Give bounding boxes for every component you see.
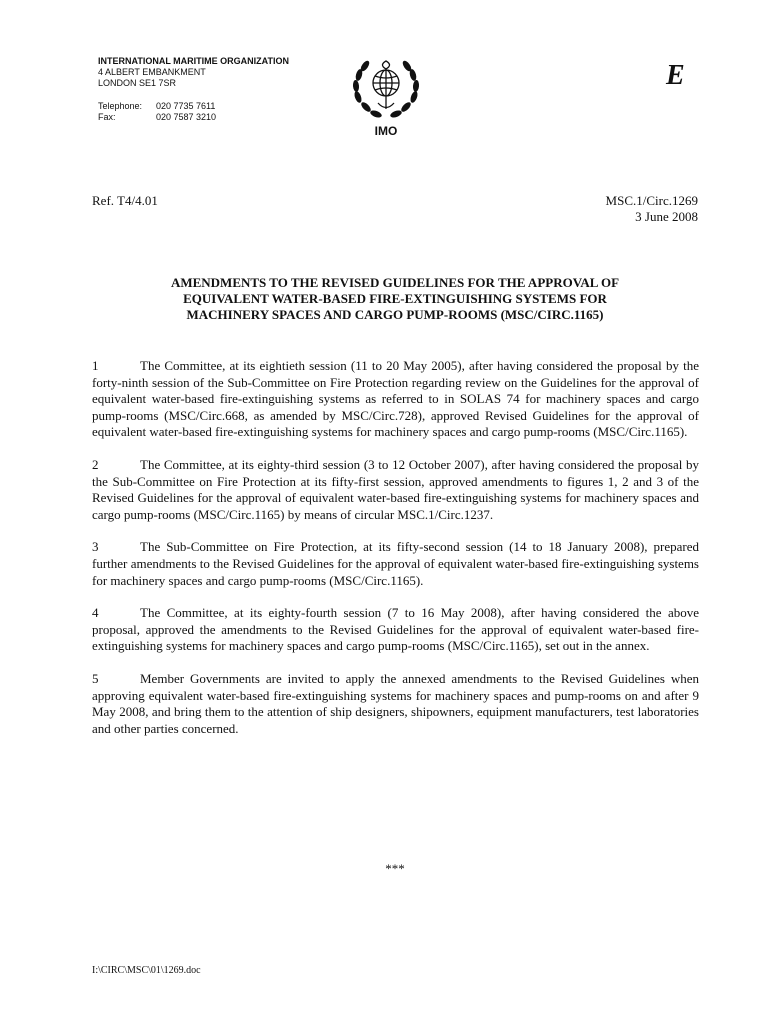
paragraph (92, 605, 699, 655)
paragraph-text: The Committee, at its eighty-fourth session (7 to 16 May 2008), after having considered the above proposal, approved the amendments to the Revised Guidelines for the approval of equivalent water-based fire-extinguishing systems for machinery spaces and cargo pump-rooms (MSC/Circ.1165), set out in the annex. (92, 605, 699, 654)
paragraph (92, 457, 699, 523)
paragraph (92, 358, 699, 441)
telephone-row (98, 101, 289, 112)
paragraph-number: 4 (92, 605, 99, 621)
file-path-footer: I:\CIRC\MSC\01\1269.doc (92, 965, 201, 976)
fax-label: Fax: (98, 112, 116, 122)
org-name: INTERNATIONAL MARITIME ORGANIZATION (98, 56, 289, 66)
paragraph-number: 3 (92, 539, 99, 555)
fax-row (98, 112, 289, 123)
title-line: AMENDMENTS TO THE REVISED GUIDELINES FOR THE APPROVAL OF (170, 275, 620, 290)
paragraph-text: The Committee, at its eighty-third session (3 to 12 October 2007), after having considered the proposal by the Sub-Committee on Fire Protection at its fifty-first session, approved amendments to figures 1, 2 and 3 of the Revised Guidelines for the approval of equivalent water-based fire-extinguishing systems for machinery spaces and cargo pump-rooms (MSC/Circ.1165) by means of circular MSC.1/Circ.1237. (92, 456, 699, 522)
circular-block (606, 193, 698, 225)
telephone-label: Telephone: (98, 101, 143, 111)
paragraph-text: Member Governments are invited to apply the annexed amendments to the Revised Guidelines when approving equivalent water-based fire-extinguishing systems for machinery spaces and pump-rooms on and after 9 May 2008, and bring them to the attention of ship designers, shipowners, equipment manufacturers, test laboratories and other parties concerned. (92, 670, 699, 736)
imo-label: IMO (374, 124, 398, 138)
fax-value: 020 7587 3210 (156, 112, 217, 122)
paragraph-number: 1 (92, 358, 99, 373)
org-block (98, 56, 289, 123)
paragraph-number: 5 (92, 670, 99, 686)
language-code: E (666, 60, 685, 91)
paragraph-text: The Committee, at its eightieth session (11 to 20 May 2005), after having considered the proposal by the forty-ninth session of the Sub-Committee on Fire Protection regarding review on the Guidelines for the approval of equivalent water-based fire-extinguishing systems as referred to in SOLAS 74 for machinery spaces and cargo pump-rooms (MSC/Circ.668, as amended by MSC/Circ.728), approved Revised Guidelines for the approval of equivalent water-based fire-extinguishing systems for machinery spaces and cargo pump-rooms (MSC/Circ.1165). (92, 358, 699, 440)
circular-date: 3 June 2008 (635, 209, 698, 224)
title-line: EQUIVALENT WATER-BASED FIRE-EXTINGUISHING SYSTEMS FOR (183, 291, 607, 306)
document-title (92, 275, 698, 323)
section-separator: *** (385, 861, 405, 876)
paragraph-number: 2 (92, 456, 99, 472)
circular-number: MSC.1/Circ.1269 (605, 193, 698, 208)
telephone-value: 020 7735 7611 (156, 101, 216, 111)
paragraph (92, 539, 699, 589)
document-body (92, 358, 699, 753)
title-line: MACHINERY SPACES AND CARGO PUMP-ROOMS (MSC/CIRC.1165) (186, 307, 604, 322)
imo-emblem-icon (348, 57, 424, 125)
paragraph-text: The Sub-Committee on Fire Protection, at its fifty-second session (14 to 18 January 2008), prepared further amendments to the Revised Guidelines for the approval of equivalent water-based fire-extinguishing systems for machinery spaces and cargo pump-rooms (MSC/Circ.1165). (92, 539, 699, 588)
address-line: 4 ALBERT EMBANKMENT (98, 67, 206, 77)
paragraph (92, 671, 699, 737)
address-line: LONDON SE1 7SR (98, 78, 177, 88)
reference-number: Ref. T4/4.01 (92, 193, 158, 208)
